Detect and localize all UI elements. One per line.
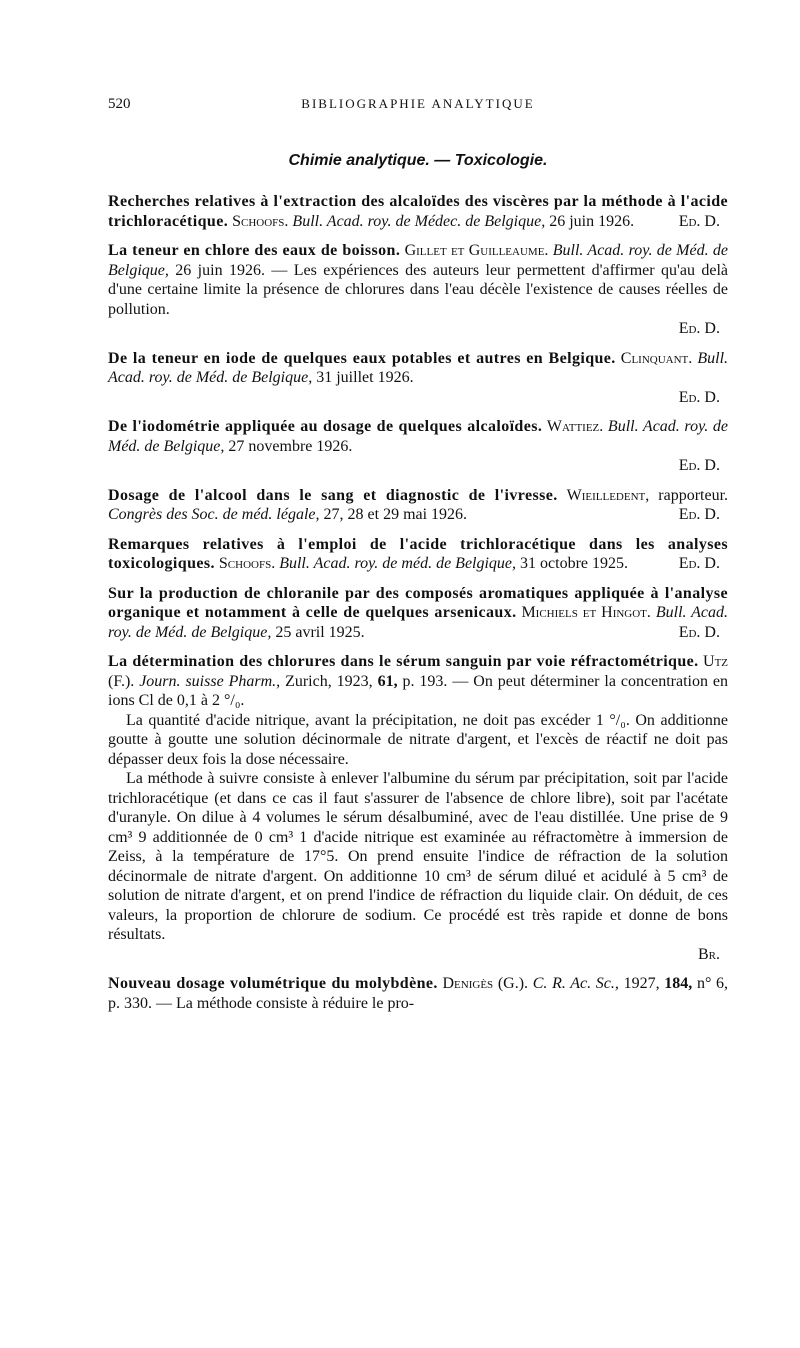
entry-author: Denigès (G.). <box>442 975 529 992</box>
entry-signature: Ed. D. <box>678 555 720 572</box>
entry-volume: 184, <box>664 975 693 992</box>
document-page <box>108 96 728 1023</box>
entry-source: Bull. Acad. roy. de Méd. de Belgique, <box>108 604 729 641</box>
entry-paragraph: La méthode à suivre consiste à enlever l'albumine du sérum par précipitation, soit par l'acide trichloracétique (et dans ce cas il faut s'assurer de l'absence de chlore libre), soit par l'acétate d'uranyle. On dilue à 4 volumes le sérum désalbuminé, avec de l'eau distillée. Une prise de 9 cm³ 9 additionnée de 0 cm³ 1 d'acide nitrique est examinée au réfractomètre à immersion de Zeiss, à la température de 17°5. On prend ensuite l'indice de réfraction de la solution décinormale de nitrate d'argent. On additionne 10 cm³ de sérum dilué et acidulé à 5 cm³ de solution de nitrate d'argent, et on prend l'indice de réfraction du liquide clair. On déduit, de ces valeurs, la proportion de chlorure de sodium. Ce procédé est très rapide et donne de bons résultats. <box>108 770 728 943</box>
entry-signature: Ed. D. <box>678 457 720 474</box>
entry-title: Sur la production de chloranile par des composés aromatiques appliquée à l'analyse organique et notamment à celle de quelques arsenicaux. <box>108 584 728 621</box>
bibliography-entry <box>108 486 728 525</box>
entry-author: Clinquant. <box>620 349 693 367</box>
entry-source: Bull. Acad. roy. de Méd. de Belgique, <box>108 242 729 279</box>
bibliography-entry <box>108 974 728 1013</box>
entry-date: 31 octobre 1925. <box>520 555 629 572</box>
bibliography-entry-long <box>108 652 728 964</box>
bibliography-entry <box>108 241 728 339</box>
entry-author: Gillet et Guilleaume. <box>404 242 549 259</box>
entry-date: 31 juillet 1926. <box>316 369 414 386</box>
entry-title: De la teneur en iode de quelques eaux potables et autres en Belgique. <box>108 349 616 367</box>
entry-title: Dosage de l'alcool dans le sang et diagnostic de l'ivresse. <box>108 486 558 504</box>
entry-author: Utz (F.). <box>108 653 729 690</box>
bibliography-entry <box>108 417 728 476</box>
section-heading: Chimie analytique. — Toxicologie. <box>288 152 548 169</box>
bibliography-entry <box>108 192 728 231</box>
entry-date: 27 novembre 1926. <box>228 437 353 455</box>
entry-date: 26 juin 1926. <box>175 261 265 279</box>
entry-source: Journ. suisse Pharm., <box>139 672 281 690</box>
entry-title: Recherches relatives à l'extraction des alcaloïdes des viscères par la méthode à l'acide trichloracétique. <box>108 193 728 230</box>
entry-date: 25 avril 1925. <box>275 623 365 641</box>
entry-signature: Br. <box>697 945 720 963</box>
entry-source: Bull. Acad. roy. de méd. de Belgique, <box>279 555 517 572</box>
bibliography-entry <box>108 535 728 574</box>
entry-signature: Ed. D. <box>678 388 720 406</box>
entry-signature: Ed. D. <box>678 212 720 230</box>
entry-title: Nouveau dosage volumétrique du molybdène. <box>108 975 438 992</box>
entry-signature: Ed. D. <box>678 320 720 337</box>
entry-rest: n° 6, p. 330. — La méthode consiste à réduire le pro- <box>108 975 729 1012</box>
entry-date: 26 juin 1926. <box>549 212 635 230</box>
entry-signature: Ed. D. <box>678 623 720 641</box>
entry-source: Bull. Acad. roy. de Méd. de Belgique, <box>108 418 729 455</box>
running-title: BIBLIOGRAPHIE ANALYTIQUE <box>301 96 535 111</box>
entry-source: C. R. Ac. Sc., <box>532 975 619 992</box>
entry-signature: Ed. D. <box>678 506 720 523</box>
page-header <box>108 96 728 122</box>
entry-volume: 61, <box>377 672 398 690</box>
entry-author: Schoofs. <box>232 212 289 230</box>
entry-author: Michiels et Hingot. <box>521 604 651 621</box>
entry-source: Bull. Acad. roy. de Médec. de Belgique, <box>292 212 546 230</box>
bibliography-entry <box>108 349 728 408</box>
entry-title: La teneur en chlore des eaux de boisson. <box>108 242 401 259</box>
entry-source: Bull. Acad. roy. de Méd. de Belgique, <box>108 349 729 386</box>
entry-title: Remarques relatives à l'emploi de l'acide trichloracétique dans les analyses toxicologiques. <box>108 535 728 572</box>
entry-date: 27, 28 et 29 mai 1926. <box>323 506 468 523</box>
page-number: 520 <box>108 96 131 112</box>
entry-year: 1927, <box>623 975 660 992</box>
entry-title: La détermination des chlorures dans le sérum sanguin par voie réfractométrique. <box>108 653 699 670</box>
entry-page-text: p. 193. — On peut déterminer la concentration en ions Cl de 0,1 à 2 °/₀. <box>108 672 728 709</box>
bibliography-entry <box>108 584 728 643</box>
entry-title: De l'iodométrie appliquée au dosage de quelques alcaloïdes. <box>108 418 543 435</box>
entry-author: Schoofs. <box>218 555 276 572</box>
entry-author-note: rapporteur. <box>658 486 729 504</box>
entry-place-year: Zurich, 1923, <box>285 672 373 690</box>
entry-paragraph: La quantité d'acide nitrique, avant la précipitation, ne doit pas excéder 1 °/₀. On additionne goutte à goutte une solution décinormale de nitrate d'argent, et l'excès de réactif ne doit pas dépasser deux fois la dose nécessaire. <box>108 711 728 768</box>
entry-author: Wieilledent, <box>566 486 650 504</box>
entry-text: — Les expériences des auteurs leur permettent d'affirmer qu'au delà d'une certaine limite la présence de chlorures dans l'eau décèle l'existence de causes réelles de pollution. <box>108 261 729 318</box>
entry-source: Congrès des Soc. de méd. légale, <box>108 506 320 523</box>
entry-author: Wattiez. <box>546 418 604 435</box>
